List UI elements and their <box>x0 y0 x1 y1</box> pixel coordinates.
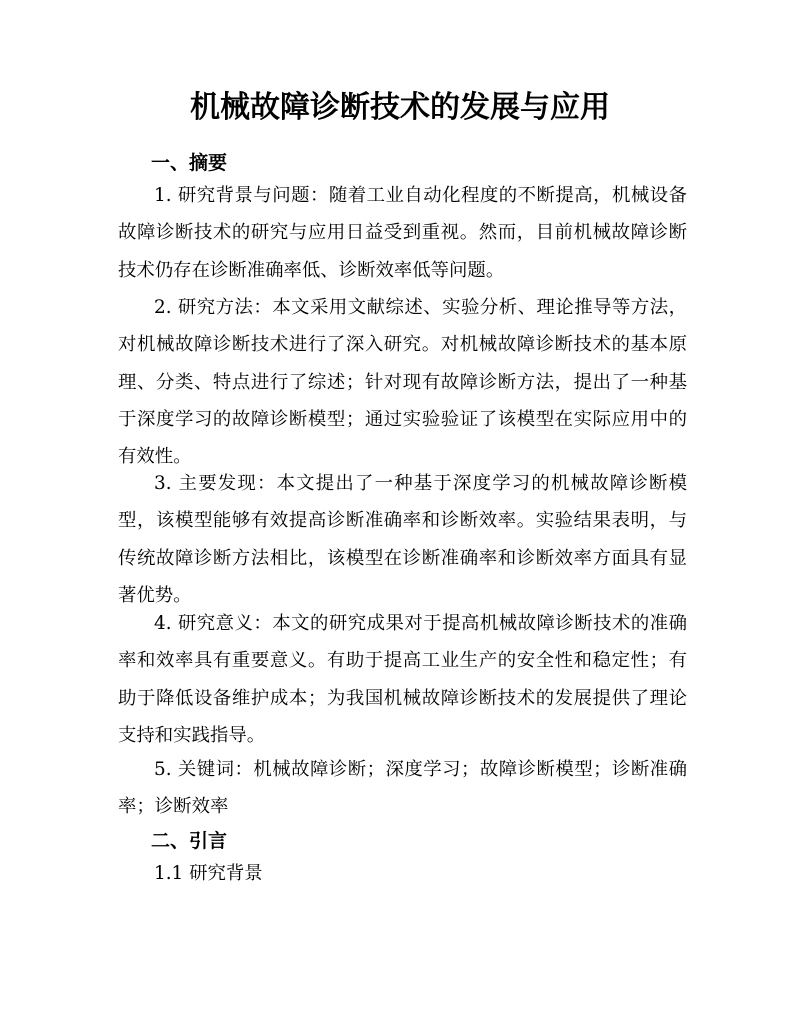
abstract-paragraph-findings: 3. 主要发现：本文提出了一种基于深度学习的机械故障诊断模型，该模型能够有效提高诊断准确率和诊断效率。实验结果表明，与传统故障诊断方法相比，该模型在诊断准确率和诊断效率方面具有显著优势。 <box>118 473 687 606</box>
subsection-heading-research-background: 1.1 研究背景 <box>154 863 263 884</box>
section-heading-abstract: 一、摘要 <box>151 152 228 174</box>
document-title: 机械故障诊断技术的发展与应用 <box>190 90 610 125</box>
abstract-paragraph-background: 1. 研究背景与问题：随着工业自动化程度的不断提高，机械设备故障诊断技术的研究与应用日益受到重视。然而，目前机械故障诊断技术仍存在诊断准确率低、诊断效率低等问题。 <box>118 185 687 281</box>
abstract-paragraph-keywords: 5. 关键词：机械故障诊断；深度学习；故障诊断模型；诊断准确率；诊断效率 <box>118 759 687 818</box>
section-heading-introduction: 二、引言 <box>151 830 228 852</box>
abstract-paragraph-significance: 4. 研究意义：本文的研究成果对于提高机械故障诊断技术的准确率和效率具有重要意义。有助于提高工业生产的安全性和稳定性；有助于降低设备维护成本；为我国机械故障诊断技术的发展提供了理论支持和实践指导。 <box>118 613 687 746</box>
abstract-paragraph-methods: 2. 研究方法：本文采用文献综述、实验分析、理论推导等方法，对机械故障诊断技术进行了深入研究。对机械故障诊断技术的基本原理、分类、特点进行了综述；针对现有故障诊断方法，提出了一种基于深度学习的故障诊断模型；通过实验验证了该模型在实际应用中的有效性。 <box>118 297 687 468</box>
